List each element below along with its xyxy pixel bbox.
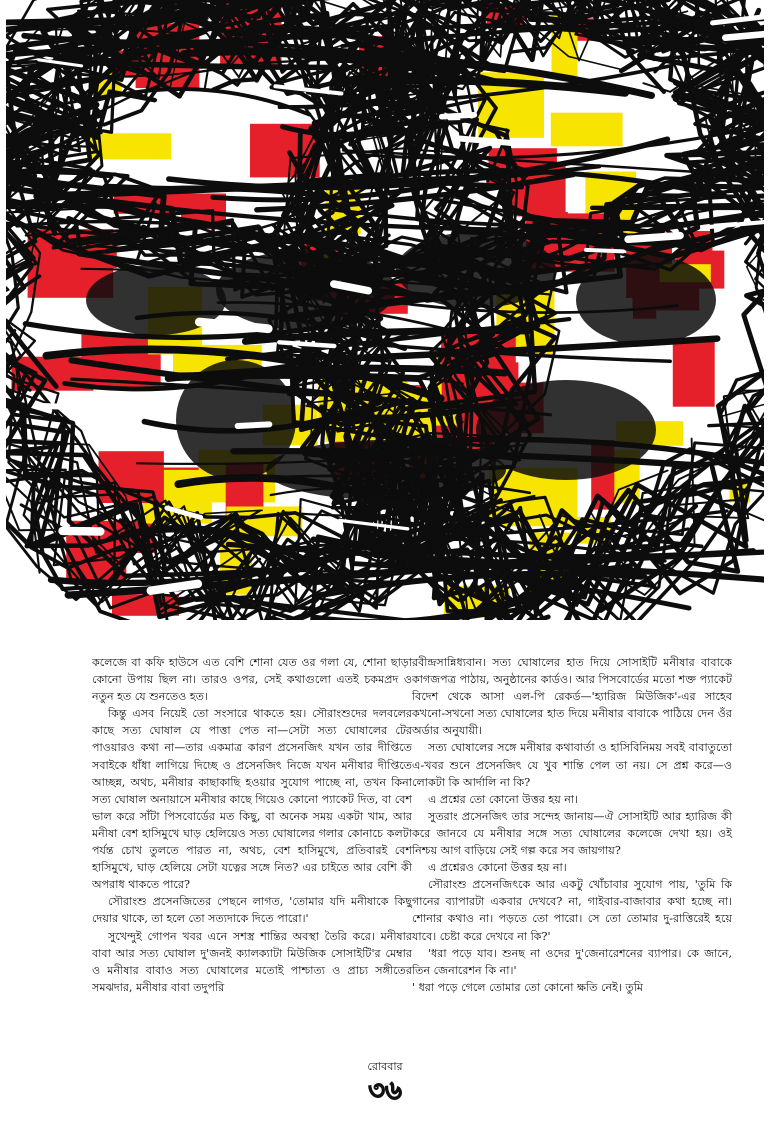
paragraph: রবীন্দ্রসান্নিধ্যবান। সত্য ঘোষালের হাত দিয়ে সোসাইটি মনীষার বাবাকে কাগজপত্র পাঠায়, অনুষ্ঠানের কার্ডও। আর পিসবোর্ডের মতো শক্ত প্যাকেট বিদেশ থেকে আসা এল-পি রেকর্ড—'হ্যারিজ মিউজিক'-এর সাহেব কখনো-সখনো সত্য ঘোষালের হাত দিয়ে মনীষার বাবাকে পাঠিয়ে দেন ওঁর অর্ডার অনুযায়ী। (412, 656, 732, 738)
paragraph: সৌরাংশু প্রসেনজিৎকে আর একটু খোঁচাবার সুযোগ পায়, 'তুমি কি গানের ব্যাপারটা একবার দেখবে? না, গাইবার-বাজাবার কথা হচ্ছে না। শোনার কথাও না। পড়তে তো পারো। সে তো তোমার দু-রাত্তিরেই হয়ে যাবে। চেষ্টা করে দেখবে না কি?' (412, 878, 732, 943)
cover-illustration (6, 0, 764, 620)
page-footer (0, 1058, 770, 1105)
magazine-name: রোববার (367, 1060, 403, 1073)
face-feature-shape (576, 255, 716, 345)
color-block (673, 340, 715, 406)
color-block (551, 113, 623, 147)
paragraph: সৌরাংশু প্রসেনজিতের পেছনে লাগত, 'তোমার যদি মনীষাকে কিছু দেয়ার থাকে, তা হলে তো সত্যদাকে দিতে পারো।' (92, 895, 412, 926)
paragraph: কিন্তু এসব নিয়েই তো সংসারে থাকতে হয়। সৌরাংশুদের দলবলের কাছে সত্য ঘোষাল যে পাত্তা পেত না—সেটা সত্য ঘোষালের টের পাওয়ারও কথা না—তার একমাত্র কারণ প্রসেনজিৎ যখন তার দীপ্তিতে সবাইকে ধাঁধা লাগিয়ে দিচ্ছে ও প্রসেনজিৎ নিজে যখন মনীষার দীপ্তিতে আচ্ছন্ন, অথচ, মনীষার কাছাকাছি হওয়ার সুযোগ পাচ্ছে না, তখন কিনা সত্য ঘোষাল অনায়াসে মনীষার কাছে গিয়েও কোনো প্যাকেট দিত, বা বেশ ভাল করে সাঁটা পিসবোর্ডের মত কিছু, বা অনেক সময় একটা খাম, আর মনীষা বেশ হাসিমুখে ঘাড় হেলিয়েও সত্য ঘোষালের গলার কোনাচে কলটা পর্যন্ত চোখ তুলতে পারত না, অথচ, বেশ হাসিমুখে, প্রতিবারই বেশ হাসিমুখে, ঘাড় হেলিয়ে সেটা যত্নের সঙ্গে নিত? এর চাইতে আর বেশি কী অপরাধ থাকতে পারে? (92, 707, 412, 892)
face-feature-shape (476, 380, 656, 480)
page-number: ৩৬ (368, 1076, 402, 1106)
abstract-face-artwork (6, 0, 764, 620)
article-right-column (412, 654, 732, 996)
highlight-stroke (42, 406, 109, 408)
paragraph: কলেজে বা কফি হাউসে এত বেশি শোনা যেত ওর গলা যে, শোনা ছাড়া কোনো উপায় ছিল না। তারও ওপর, সেই কথাগুলো এতই চকমপ্রদ ও নতুন হত যে শুনতেও হত। (92, 656, 412, 704)
paragraph: ' ধরা পড়ে গেলে তোমার তো কোনো ক্ষতি নেই। তুমি (412, 980, 644, 994)
face-feature-shape (176, 360, 296, 480)
paragraph: এ প্রশ্নেরও কোনো উত্তর হয় না। (428, 861, 567, 875)
paragraph: এ প্রশ্নের তো কোনো উত্তর হয় না। (428, 792, 579, 806)
highlight-stroke (442, 115, 475, 117)
article-left-column (92, 654, 412, 996)
paragraph: সুতরাং প্রসেনজিৎ তার সন্দেহ জানায়—ঐ সোসাইটি আর হ্যারিজ কী করে জানবে যে মনীষার সঙ্গে সত্য ঘোষালের কলেজে দেখা হয়। ওই নিশ্চয় আগ বাড়িয়ে সেই গল্প করে সব জায়গায়? (412, 809, 732, 858)
highlight-stroke (63, 531, 101, 532)
face-feature-shape (266, 440, 506, 500)
highlight-stroke (628, 236, 680, 240)
paragraph: 'ধরা পড়ে যাব। শুনছ না ওদের দু'জেনারেশনের ব্যাপার। কে জানে, তিন জেনারেশন কি না।' (412, 946, 732, 977)
face-feature-shape (396, 232, 556, 308)
highlight-stroke (238, 424, 270, 426)
hatch-stroke (94, 89, 309, 114)
paragraph: সুখেন্দুই গোপন খবর এনে সশস্ত্র শান্তির অবস্থা তৈরি করে। মনীষার বাবা আর সত্য ঘোষাল দু'জনই ক্যালক্যাটা মিউজিক সোসাইটি'র মেম্বার ও মনীষার বাবাও সত্য ঘোষালের মতোই পাশ্চাত্য ও প্রাচ্য সঙ্গীতের সমঝদার, মনীষার বাবা তদুপরি (92, 929, 412, 994)
highlight-stroke (586, 250, 623, 252)
paragraph: সত্য ঘোষালের সঙ্গে মনীষার কথাবার্তা ও হাসিবিনিময় সবই বাবাতুতো এ-খবর শুনে প্রসেনজিৎ যে খুব শান্তি পেল তা নয়। সে প্রশ্ন করে—ও লোকটা কি আর্দালি না কি? (412, 741, 732, 789)
